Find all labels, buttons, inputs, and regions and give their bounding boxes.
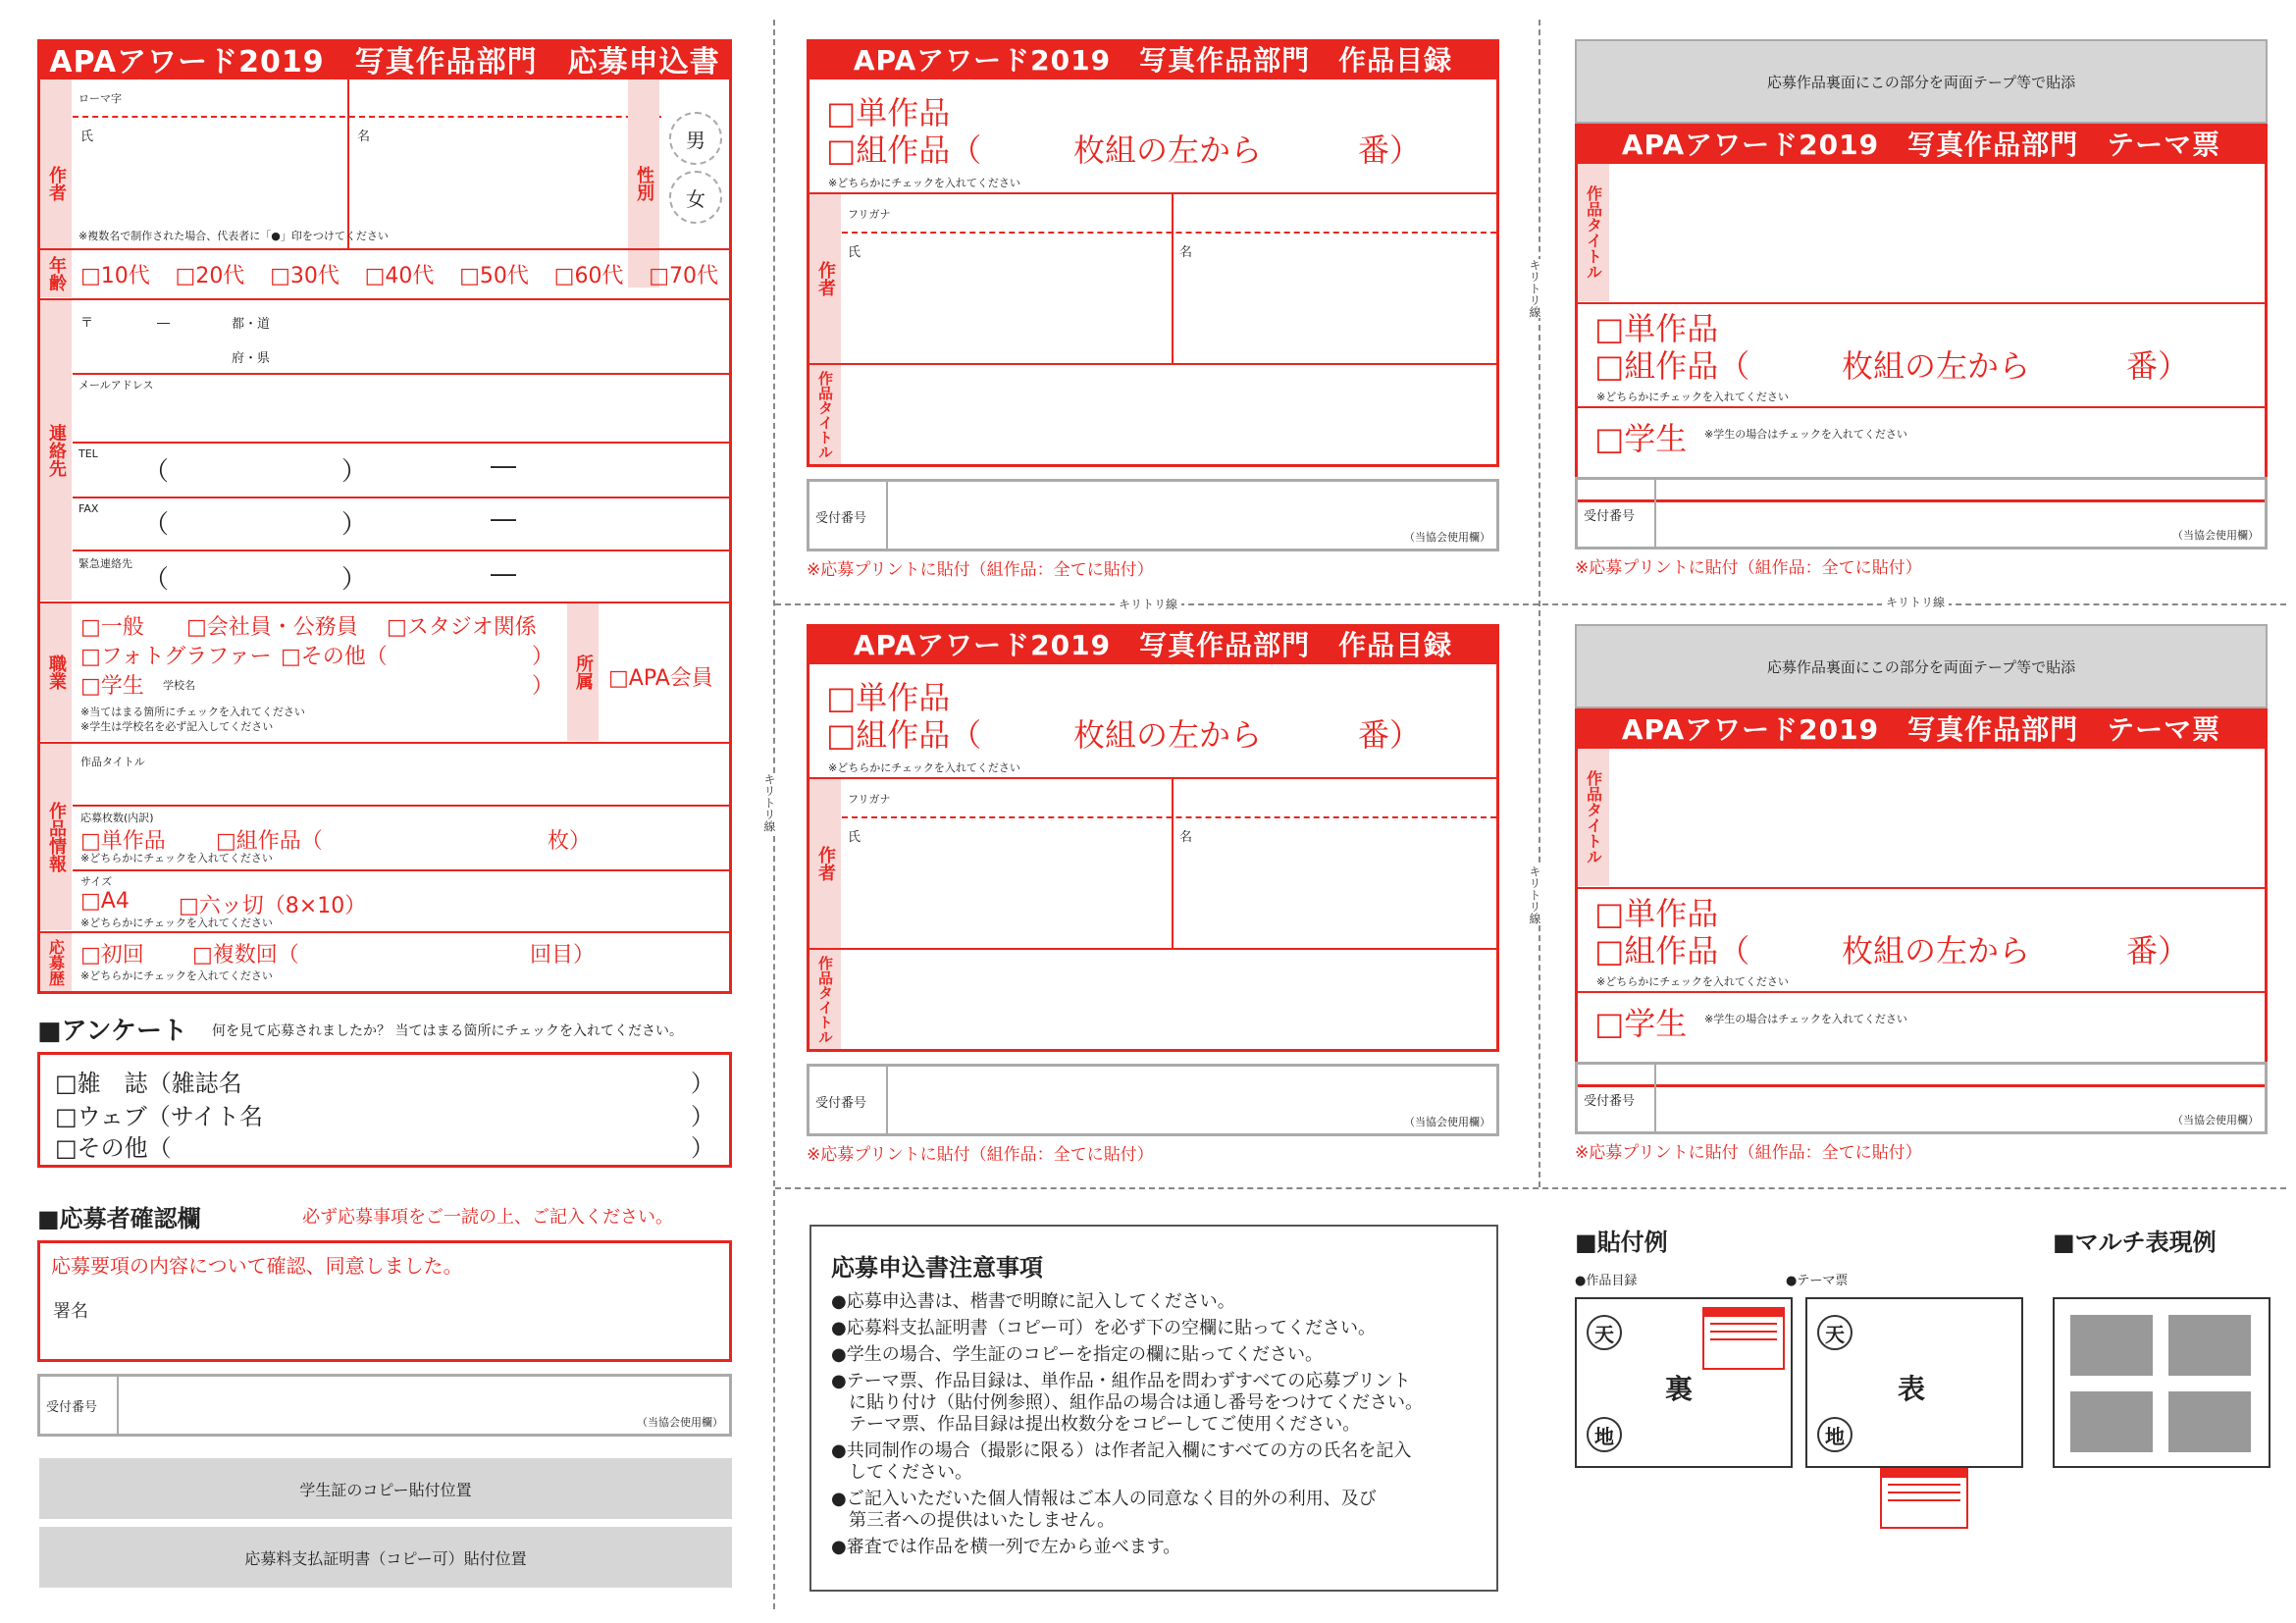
catalog-footer-1: ※応募プリントに貼付（組作品：全てに貼付）: [807, 560, 1154, 580]
theme-receipt-divider-1: [1654, 480, 1656, 547]
tel-dash: ―: [491, 451, 516, 481]
catalog-card-1: [807, 39, 1499, 587]
note-5b: してください。: [831, 1462, 972, 1483]
multi-tile-4: [2168, 1391, 2251, 1452]
catalog-rule-a-1: [809, 192, 1496, 194]
age-side-label: 年齢: [40, 250, 72, 297]
note-4b: に貼り付け（貼付例参照）、組作品の場合は通し番号をつけてください。: [831, 1392, 1423, 1413]
job-other-close: ）: [532, 645, 554, 669]
work-side-label: 作品情報: [40, 744, 72, 930]
row-rule-2: [40, 298, 729, 300]
tel-paren-open: （: [143, 457, 170, 487]
receipt-box-left: [37, 1374, 732, 1437]
theme-student-note-1: ※学生の場合はチェックを入れてください: [1704, 428, 1907, 441]
catalog-receipt-label-2: 受付番号: [815, 1096, 867, 1111]
romaji-divider: [73, 116, 661, 118]
example-front-card: [1805, 1297, 2023, 1468]
theme-set-1[interactable]: □組作品（: [1594, 347, 1750, 385]
multi-tile-3: [2070, 1391, 2153, 1452]
history-side-label: 応募歴: [40, 933, 72, 991]
theme-single-1[interactable]: □単作品: [1594, 310, 1719, 347]
mini-theme-thumbnail: [1880, 1468, 1968, 1529]
theme-set-mid-1: 枚組の左から: [1842, 347, 2031, 385]
survey-section: [37, 1011, 744, 1168]
row-rule-10: [73, 869, 729, 871]
fax-paren-open: （: [143, 510, 170, 540]
job-side-label: 職業: [40, 603, 72, 741]
history-kaime: 回目）: [530, 943, 596, 968]
theme-card-1: [1575, 39, 2268, 585]
theme-set-mid-2: 枚組の左から: [1842, 932, 2031, 969]
theme-top-strip-1: [1575, 39, 2268, 124]
theme-title-input-1[interactable]: [1618, 177, 2250, 287]
cut-label-4: キリトリ線: [1528, 865, 1541, 924]
row-rule-4: [73, 442, 729, 444]
survey-question: 何を見て応募されましたか？ 当てはまる箇所にチェックを入れてください。: [212, 1023, 684, 1039]
job-note-2: ※学生は学校名を必ず記入してください: [80, 720, 274, 733]
catalog-receipt-divider-2: [886, 1067, 888, 1133]
catalog-footer-2: ※応募プリントに貼付（組作品：全てに貼付）: [807, 1145, 1154, 1165]
cut-line-bottom: [775, 1187, 2286, 1189]
signature-label: 署名: [53, 1301, 88, 1322]
receipt-note-left: （当協会使用欄）: [637, 1416, 723, 1429]
note-7: ●審査では作品を横一列で左から並べます。: [831, 1537, 1181, 1557]
catalog-name-divider-1: [1172, 194, 1174, 363]
ura-label: 裏: [1665, 1373, 1694, 1405]
application-banner: APAアワード2019 写真作品部門 応募申込書: [37, 39, 732, 79]
survey-other-close: ）: [691, 1134, 714, 1162]
multi-example-card: [2053, 1297, 2270, 1468]
job-photographer[interactable]: □フォトグラファー: [80, 645, 272, 669]
catalog-sei-1: 氏: [848, 245, 861, 260]
theme-receipt-2: [1575, 1062, 2268, 1134]
fax-dash: ―: [491, 504, 516, 534]
catalog-furigana-divider-1: [842, 232, 1496, 234]
emergency-label: 緊急連絡先: [78, 557, 132, 570]
multi-note: ※複数名で制作された場合、代表者に「●」印をつけてください: [78, 230, 389, 242]
catalog-author-side-2: 作者: [809, 779, 841, 948]
theme-banner-2: APAアワード2019 写真作品部門 テーマ票: [1575, 708, 2268, 748]
job-student-close: ）: [532, 674, 554, 699]
theme-rule-b-2: [1578, 991, 2265, 993]
job-note-1: ※当てはまる箇所にチェックを入れてください: [80, 706, 305, 718]
cut-line-middle: [775, 603, 2286, 605]
theme-receipt-divider-2: [1654, 1065, 1656, 1131]
row-rule-7: [40, 602, 729, 603]
history-first[interactable]: □初回: [80, 943, 144, 968]
receipt-label-left: 受付番号: [46, 1400, 98, 1415]
row-rule-1: [40, 248, 729, 250]
work-title-input[interactable]: [80, 769, 712, 801]
emergency-paren-open: （: [143, 565, 170, 595]
theme-single-2[interactable]: □単作品: [1594, 895, 1719, 932]
catalog-mei-2: 名: [1179, 830, 1193, 845]
history-multiple[interactable]: □複数回（: [192, 943, 299, 968]
job-company[interactable]: □会社員・公務員: [186, 615, 358, 640]
theme-title-input-2[interactable]: [1618, 761, 2250, 871]
note-4a: ●テーマ票、作品目録は、単作品・組作品を問わずすべての応募プリント: [831, 1371, 1411, 1391]
theme-student-note-2: ※学生の場合はチェックを入れてください: [1704, 1013, 1907, 1025]
survey-other[interactable]: □その他（: [55, 1134, 172, 1162]
cut-label-1: キリトリ線: [1115, 596, 1181, 612]
fax-paren-close: ）: [341, 510, 368, 540]
catalog-rule-b-2: [809, 948, 1496, 950]
catalog-rule-a-2: [809, 777, 1496, 779]
row-rule-11: [40, 931, 729, 933]
female-option[interactable]: 女: [669, 171, 722, 224]
confirm-instruction: 必ず応募事項をご一読の上、ご記入ください。: [302, 1207, 673, 1228]
theme-footer-1: ※応募プリントに貼付（組作品：全てに貼付）: [1575, 558, 1922, 578]
note-2: ●応募料支払証明書（コピー可）を必ず下の空欄に貼ってください。: [831, 1318, 1376, 1338]
age-10s[interactable]: □10代: [80, 264, 150, 288]
student-id-paste-area: [39, 1458, 732, 1519]
count-mai: 枚）: [548, 829, 592, 854]
male-option[interactable]: 男: [669, 112, 722, 165]
catalog-author-side-1: 作者: [809, 194, 841, 363]
size-a4[interactable]: □A4: [80, 889, 130, 914]
catalog-sei-2: 氏: [848, 830, 861, 845]
size-rokutsu[interactable]: □六ッ切（8×10）: [179, 894, 367, 918]
receipt-divider-left: [117, 1377, 119, 1434]
notes-list: [831, 1291, 1488, 1558]
theme-receipt-label-1: 受付番号: [1584, 509, 1636, 524]
apa-member-option[interactable]: □APA会員: [608, 666, 713, 691]
chi-icon: 地: [1817, 1417, 1852, 1452]
example-back-card: [1575, 1297, 1793, 1468]
size-check-note: ※どちらかにチェックを入れてください: [80, 916, 273, 929]
job-general[interactable]: □一般: [80, 615, 144, 640]
catalog-card-2: [807, 624, 1499, 1172]
theme-top-note-1: 応募作品裏面にこの部分を両面テープ等で貼添: [1766, 73, 2076, 91]
catalog-set-1[interactable]: □組作品（: [826, 131, 982, 169]
note-4c: テーマ票、作品目録は提出枚数分をコピーしてご使用ください。: [831, 1414, 1361, 1435]
confirm-heading: ■応募者確認欄: [37, 1205, 201, 1232]
catalog-furigana-divider-2: [842, 816, 1496, 818]
example-heading: ■貼付例: [1575, 1229, 1668, 1256]
catalog-check-note-2: ※どちらかにチェックを入れてください: [828, 761, 1020, 774]
note-6a: ●ご記入いただいた個人情報はご本人の同意なく目的外の利用、及び: [831, 1489, 1377, 1509]
survey-web[interactable]: □ウェブ（サイト名: [55, 1103, 264, 1130]
example-catalog-label: ●作品目録: [1575, 1274, 1638, 1288]
row-rule-9: [73, 805, 729, 807]
catalog-banner-2: APAアワード2019 写真作品部門 作品目録: [807, 624, 1499, 663]
job-studio[interactable]: □スタジオ関係: [387, 615, 537, 640]
student-id-paste-label: 学生証のコピー貼付位置: [299, 1480, 472, 1499]
catalog-rule-b-1: [809, 363, 1496, 365]
multi-example-heading: ■マルチ表現例: [2053, 1229, 2217, 1256]
catalog-set-end-2: 番）: [1358, 716, 1422, 754]
catalog-receipt-2: [807, 1064, 1499, 1136]
size-label: サイズ: [80, 875, 113, 888]
note-1: ●応募申込書は、楷書で明瞭に記入してください。: [831, 1291, 1235, 1312]
catalog-title-input-2[interactable]: [850, 968, 1482, 1028]
catalog-title-side-2: 作品タイトル: [809, 950, 841, 1049]
theme-top-note-2: 応募作品裏面にこの部分を両面テープ等で貼添: [1766, 657, 2076, 676]
note-6b: 第三者への提供はいたしません。: [831, 1510, 1116, 1531]
fu-ken-label: 府・県: [232, 351, 271, 366]
emergency-dash: ―: [491, 559, 516, 589]
tel-label: TEL: [78, 447, 98, 460]
theme-check-note-2: ※どちらかにチェックを入れてください: [1596, 975, 1789, 988]
affiliation-side-label: 所属: [567, 603, 599, 741]
age-40s[interactable]: □40代: [364, 264, 435, 288]
catalog-receipt-note-1: （当協会使用欄）: [1404, 531, 1490, 544]
ten-icon: 天: [1587, 1315, 1622, 1350]
theme-student-1[interactable]: □学生: [1594, 420, 1688, 457]
work-title-label: 作品タイトル: [80, 756, 145, 768]
job-other[interactable]: □その他（: [281, 645, 388, 669]
theme-receipt-note-1: （当協会使用欄）: [2172, 529, 2259, 542]
theme-set-end-1: 番）: [2126, 347, 2190, 385]
age-50s[interactable]: □50代: [459, 264, 529, 288]
catalog-receipt-note-2: （当協会使用欄）: [1404, 1116, 1490, 1128]
school-name-label: 学校名: [163, 679, 195, 692]
application-form: [37, 39, 732, 994]
theme-check-note-1: ※どちらかにチェックを入れてください: [1596, 391, 1789, 403]
postal-label: 〒 ―: [80, 316, 171, 331]
notes-box: [809, 1225, 1498, 1592]
catalog-mei-1: 名: [1179, 245, 1193, 260]
theme-top-strip-2: [1575, 624, 2268, 708]
catalog-title-input-1[interactable]: [850, 383, 1482, 444]
catalog-set-2[interactable]: □組作品（: [826, 716, 982, 754]
ten-icon: 天: [1817, 1315, 1852, 1350]
theme-card-2: [1575, 624, 2268, 1170]
omote-label: 表: [1898, 1373, 1926, 1405]
catalog-single-2[interactable]: □単作品: [826, 679, 951, 716]
email-label: メールアドレス: [78, 379, 154, 392]
sei-label: 氏: [80, 130, 94, 144]
fee-proof-paste-area: [39, 1527, 732, 1588]
job-student[interactable]: □学生: [80, 674, 144, 699]
multi-tile-1: [2070, 1315, 2153, 1376]
example-theme-label: ●テーマ票: [1786, 1274, 1849, 1288]
count-check-note: ※どちらかにチェックを入れてください: [80, 852, 273, 864]
count-label: 応募枚数(内訳): [80, 812, 154, 824]
age-20s[interactable]: □20代: [175, 264, 245, 288]
catalog-name-divider-2: [1172, 779, 1174, 948]
survey-web-close: ）: [691, 1103, 714, 1130]
catalog-furigana-2: フリガナ: [848, 793, 891, 806]
tel-paren-close: ）: [341, 457, 368, 487]
theme-receipt-label-2: 受付番号: [1584, 1094, 1636, 1109]
emergency-paren-close: ）: [341, 565, 368, 595]
row-rule-3: [73, 373, 729, 375]
catalog-check-note-1: ※どちらかにチェックを入れてください: [828, 177, 1020, 189]
signature-input[interactable]: [116, 1289, 708, 1331]
multi-tile-2: [2168, 1315, 2251, 1376]
notes-heading: 応募申込書注意事項: [831, 1254, 1043, 1282]
catalog-set-mid-2: 枚組の左から: [1073, 716, 1263, 754]
theme-receipt-note-2: （当協会使用欄）: [2172, 1114, 2259, 1126]
catalog-furigana-1: フリガナ: [848, 208, 891, 221]
catalog-set-end-1: 番）: [1358, 131, 1422, 169]
row-rule-8: [40, 742, 729, 744]
history-check-note: ※どちらかにチェックを入れてください: [80, 969, 273, 982]
age-options: [80, 259, 718, 289]
catalog-title-side-1: 作品タイトル: [809, 365, 841, 464]
fee-proof-paste-label: 応募料支払証明書（コピー可）貼付位置: [244, 1548, 527, 1568]
theme-receipt-1: [1575, 477, 2268, 550]
count-set[interactable]: □組作品（: [216, 829, 323, 854]
catalog-receipt-1: [807, 479, 1499, 551]
author-side-label: 作者: [40, 79, 72, 288]
todo-do-label: 都・道: [232, 317, 271, 332]
theme-rule-b-1: [1578, 406, 2265, 408]
theme-title-side-2: 作品タイトル: [1578, 749, 1609, 886]
count-single[interactable]: □単作品: [80, 829, 166, 854]
cut-label-3: キリトリ線: [1528, 259, 1541, 318]
catalog-banner-1: APAアワード2019 写真作品部門 作品目録: [807, 39, 1499, 79]
survey-magazine-close: ）: [691, 1070, 714, 1097]
name-divider: [347, 79, 349, 248]
theme-banner-1: APAアワード2019 写真作品部門 テーマ票: [1575, 124, 2268, 163]
email-input[interactable]: [80, 394, 712, 436]
theme-student-2[interactable]: □学生: [1594, 1005, 1688, 1042]
theme-set-2[interactable]: □組作品（: [1594, 932, 1750, 969]
theme-title-side-1: 作品タイトル: [1578, 164, 1609, 301]
cut-label-2: キリトリ線: [1882, 594, 1949, 610]
catalog-receipt-divider-1: [886, 482, 888, 549]
survey-heading: ■アンケート: [37, 1017, 188, 1046]
catalog-receipt-label-1: 受付番号: [815, 511, 867, 526]
note-5a: ●共同制作の場合（撮影に限る）は作者記入欄にすべての方の氏名を記入: [831, 1440, 1412, 1461]
catalog-set-mid-1: 枚組の左から: [1073, 131, 1263, 169]
confirm-statement: 応募要項の内容について確認、同意しました。: [51, 1254, 463, 1278]
author-name-input[interactable]: [80, 145, 339, 206]
theme-footer-2: ※応募プリントに貼付（組作品：全てに貼付）: [1575, 1143, 1922, 1163]
note-3: ●学生の場合、学生証のコピーを指定の欄に貼ってください。: [831, 1344, 1323, 1365]
chi-icon: 地: [1587, 1417, 1622, 1452]
age-30s[interactable]: □30代: [270, 264, 339, 288]
row-rule-5: [73, 497, 729, 498]
age-70s[interactable]: □70代: [649, 264, 718, 288]
row-rule-6: [73, 550, 729, 551]
cut-label-5: キリトリ線: [762, 773, 776, 832]
confirm-section: [37, 1199, 744, 1366]
age-60s[interactable]: □60代: [553, 264, 624, 288]
theme-set-end-2: 番）: [2126, 932, 2190, 969]
survey-magazine[interactable]: □雑 誌（雑誌名: [55, 1070, 242, 1097]
gender-side-label: 性別: [628, 79, 659, 288]
contact-side-label: 連絡先: [40, 300, 72, 601]
mini-catalog-thumbnail: [1702, 1307, 1785, 1370]
author-given-name-input[interactable]: [357, 145, 655, 206]
mei-label: 名: [357, 130, 371, 144]
romaji-label: ローマ字: [78, 92, 122, 105]
catalog-single-1[interactable]: □単作品: [826, 94, 951, 131]
fax-label: FAX: [78, 502, 99, 515]
